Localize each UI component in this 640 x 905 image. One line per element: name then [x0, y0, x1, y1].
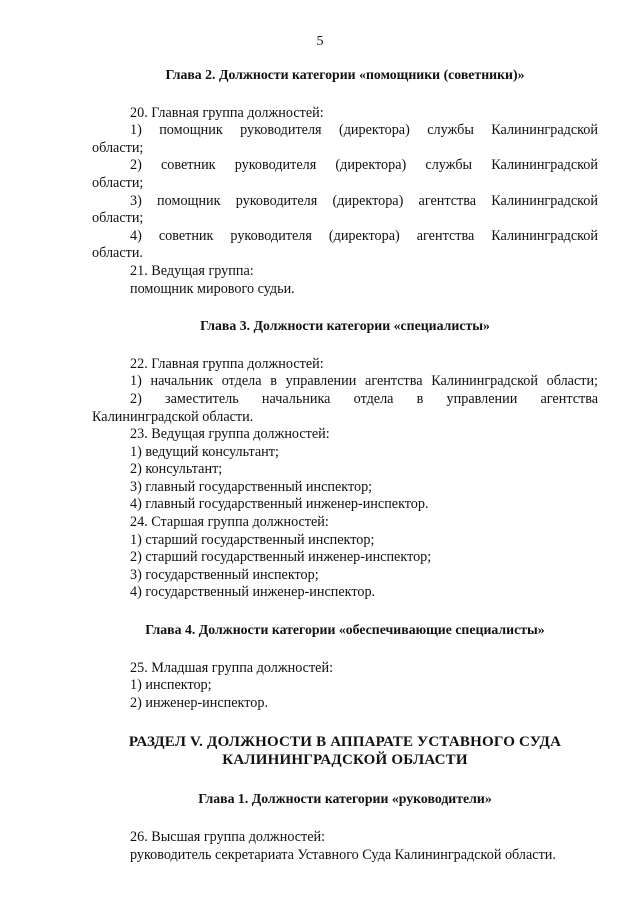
- group-20-title: 20. Главная группа должностей:: [130, 104, 324, 121]
- group-20-item-4-line1: 4) советник руководителя (директора) агентства Калининградской: [130, 227, 598, 244]
- chapter-3-title: Глава 3. Должности категории «специалисты»: [200, 318, 490, 334]
- group-23-item-3: 3) главный государственный инспектор;: [130, 478, 373, 495]
- group-22-item-2-line1: 2) заместитель начальника отдела в управлении агентства: [130, 390, 598, 407]
- group-20-item-1-line2: области;: [92, 139, 144, 156]
- group-22-item-2-line2: Калининградской области.: [92, 408, 254, 425]
- group-23-title: 23. Ведущая группа должностей:: [130, 426, 330, 443]
- group-20-item-3-line1: 3) помощник руководителя (директора) агентства Калининградской: [130, 192, 598, 209]
- page-number: 5: [316, 34, 324, 49]
- group-22-title: 22. Главная группа должностей:: [130, 355, 324, 372]
- group-25-item-2: 2) инженер-инспектор.: [130, 694, 268, 711]
- group-24-item-3: 3) государственный инспектор;: [130, 566, 319, 583]
- group-24-item-2: 2) старший государственный инженер-инспектор;: [130, 549, 432, 566]
- group-26-title: 26. Высшая группа должностей:: [130, 829, 326, 845]
- group-20-item-1-line1: 1) помощник руководителя (директора) службы Калининградской: [130, 122, 598, 139]
- group-26-item: руководитель секретариата Уставного Суда Калининградской области.: [130, 846, 556, 863]
- group-20-item-3-line2: области;: [92, 210, 144, 227]
- group-20-item-2-line2: области;: [92, 174, 144, 191]
- chapter-2-title: Глава 2. Должности категории «помощники (советники)»: [165, 67, 525, 82]
- chapter-4-title: Глава 4. Должности категории «обеспечивающие специалисты»: [145, 622, 545, 638]
- group-24-item-1: 1) старший государственный инспектор;: [130, 531, 375, 548]
- section-5-chapter-1-title: Глава 1. Должности категории «руководители»: [198, 791, 492, 807]
- group-23-item-2: 2) консультант;: [130, 461, 223, 478]
- group-20-item-2-line1: 2) советник руководителя (директора) службы Калининградской: [130, 157, 598, 174]
- group-21-title: 21. Ведущая группа:: [130, 262, 254, 279]
- group-20-item-4-line2: области.: [92, 245, 143, 262]
- group-23-item-4: 4) главный государственный инженер-инспектор.: [130, 496, 429, 513]
- group-24-item-4: 4) государственный инженер-инспектор.: [130, 584, 376, 601]
- document-body: [92, 66, 598, 864]
- group-25-title: 25. Младшая группа должностей:: [130, 659, 334, 676]
- group-23-item-1: 1) ведущий консультант;: [130, 443, 279, 460]
- group-21-item: помощник мирового судьи.: [130, 280, 295, 297]
- group-24-title: 24. Старшая группа должностей:: [130, 514, 329, 531]
- group-22-item-1: 1) начальник отдела в управлении агентства Калининградской области;: [130, 373, 598, 390]
- section-5-title-line1: РАЗДЕЛ V. ДОЛЖНОСТИ В АППАРАТЕ УСТАВНОГО СУДА: [128, 734, 562, 751]
- section-5-title-line2: КАЛИНИНГРАДСКОЙ ОБЛАСТИ: [222, 752, 468, 769]
- group-25-item-1: 1) инспектор;: [130, 677, 212, 694]
